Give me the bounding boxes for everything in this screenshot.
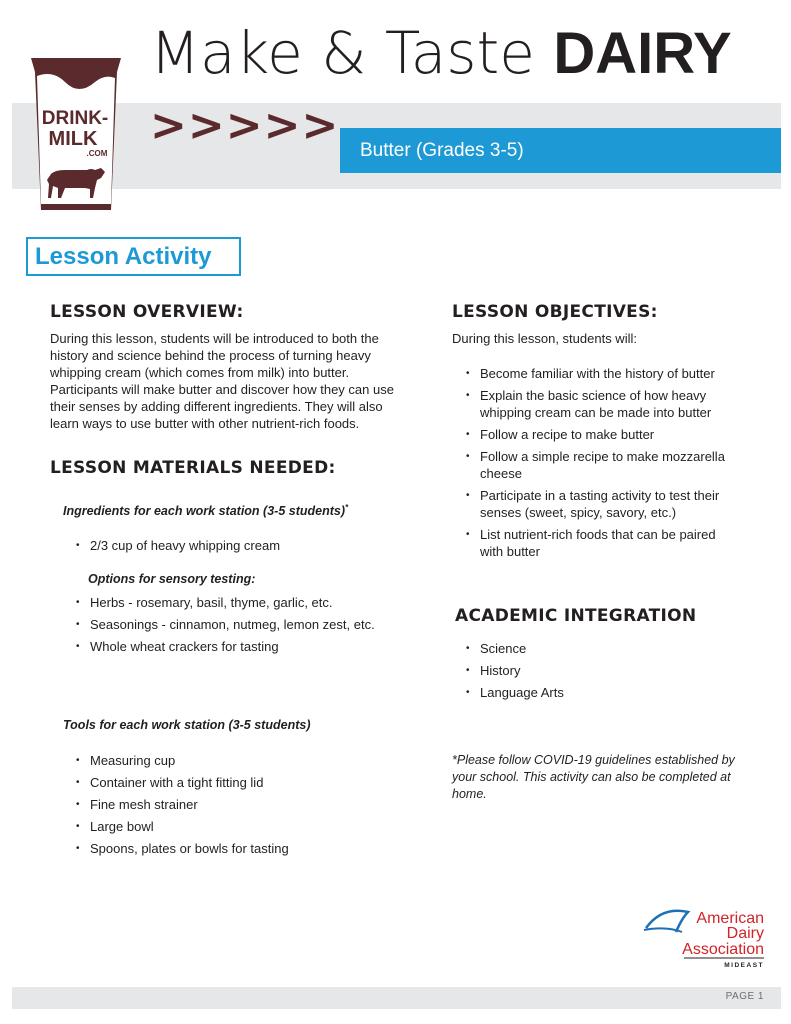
ada-line3: Association	[682, 941, 764, 958]
section-label: Lesson Activity	[26, 237, 241, 276]
drink-milk-logo	[25, 52, 127, 216]
chevron-decoration: >>>>>	[150, 100, 340, 151]
list-item: • Language Arts	[466, 684, 666, 701]
list-item: • Fine mesh strainer	[76, 796, 396, 813]
overview-text: During this lesson, students will be introduced to both the history and science behind the process of turning heavy whipping cream (which comes from milk) into butter. Participants will make butter and discover how they can use their senses by adding different ingredients. They will also learn ways to use butter with other nutrient-rich foods.	[50, 331, 394, 431]
options-label: Options for sensory testing:	[88, 572, 256, 586]
list-item: • Participate in a tasting activity to test their senses (sweet, spicy, savory, etc.)	[466, 487, 741, 521]
tools-list	[76, 752, 396, 862]
ada-line2: Dairy	[726, 925, 764, 942]
list-item: • Follow a recipe to make butter	[466, 426, 741, 443]
list-item: • Follow a simple recipe to make mozzarella cheese	[466, 448, 741, 482]
options-list	[76, 594, 416, 660]
footer-band	[12, 987, 781, 1009]
list-item: • Spoons, plates or bowls for tasting	[76, 840, 396, 857]
objectives-heading: LESSON OBJECTIVES:	[452, 302, 658, 322]
list-item: • Large bowl	[76, 818, 396, 835]
ada-line4: MIDEAST	[724, 962, 764, 969]
logo-line1: DRINK-	[41, 108, 109, 129]
covid-note: *Please follow COVID-19 guidelines established by your school. This activity can also be completed at home.	[452, 753, 735, 801]
list-item: • Seasonings - cinnamon, nutmeg, lemon zest, etc.	[76, 616, 416, 633]
overview-heading: LESSON OVERVIEW:	[50, 302, 244, 322]
integration-heading: ACADEMIC INTEGRATION	[455, 606, 697, 626]
list-item: • Herbs - rosemary, basil, thyme, garlic, etc.	[76, 594, 416, 611]
list-item: • Become familiar with the history of butter	[466, 365, 741, 382]
integration-list	[466, 640, 666, 706]
subtitle-bar	[340, 128, 781, 173]
ingredients-label: Ingredients for each work station (3-5 students)*	[63, 503, 349, 519]
list-item: • Container with a tight fitting lid	[76, 774, 396, 791]
tools-label: Tools for each work station (3-5 students)	[63, 718, 311, 732]
ingredients-list	[76, 537, 396, 559]
list-item: • Measuring cup	[76, 752, 396, 769]
list-item: • History	[466, 662, 666, 679]
list-item: • Explain the basic science of how heavy whipping cream can be made into butter	[466, 387, 741, 421]
ada-line1: American	[696, 910, 764, 927]
american-dairy-association-logo	[642, 902, 767, 972]
subtitle: Butter (Grades 3-5)	[360, 139, 524, 161]
list-item: • Science	[466, 640, 666, 657]
page-title: Make & Taste DAIRY	[150, 19, 732, 87]
list-item: • List nutrient-rich foods that can be paired with butter	[466, 526, 741, 560]
objectives-intro: During this lesson, students will:	[452, 331, 637, 346]
list-item: • 2/3 cup of heavy whipping cream	[76, 537, 396, 554]
logo-line3: .COM	[86, 149, 108, 158]
materials-heading: LESSON MATERIALS NEEDED:	[50, 458, 336, 478]
logo-line2: MILK	[48, 128, 98, 150]
page-number: PAGE 1	[725, 991, 764, 1002]
list-item: • Whole wheat crackers for tasting	[76, 638, 416, 655]
objectives-list	[466, 365, 741, 565]
